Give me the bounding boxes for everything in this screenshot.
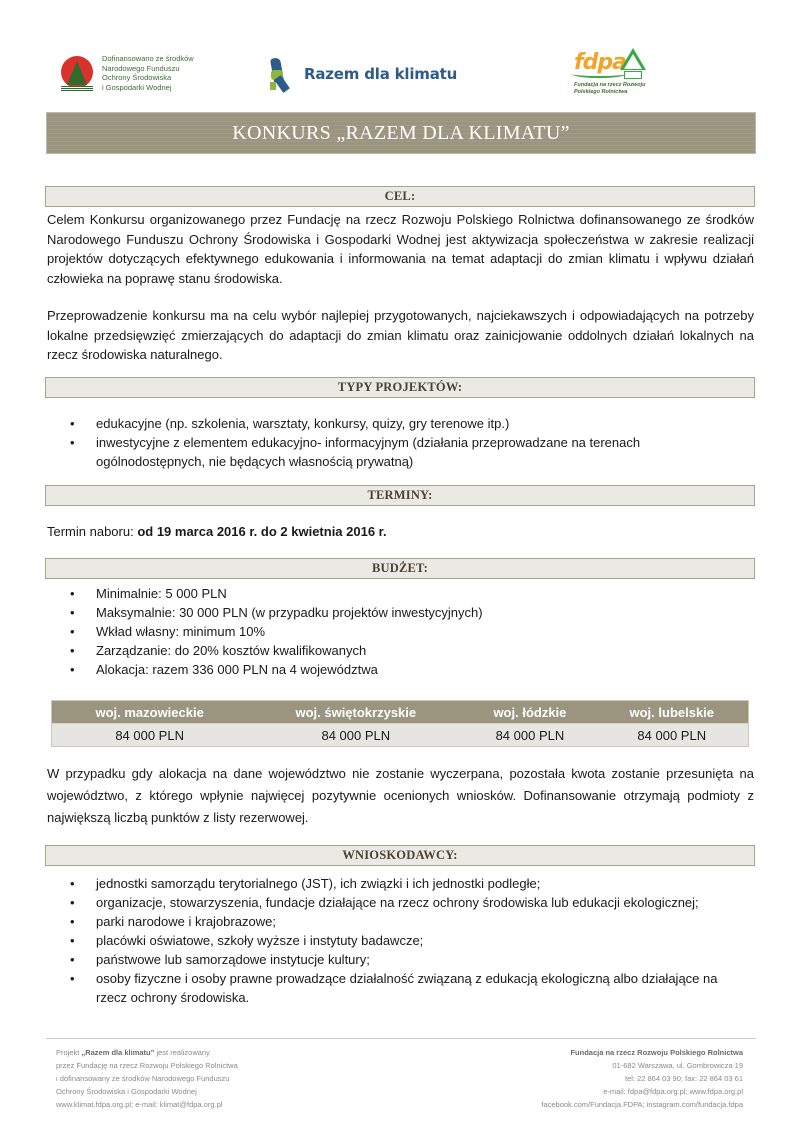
table-header-cell: woj. mazowieckie xyxy=(52,701,248,724)
application-period-dates: od 19 marca 2016 r. do 2 kwietnia 2016 r. xyxy=(137,524,387,539)
list-item: • placówki oświatowe, szkoły wyższe i instytuty badawcze; xyxy=(47,931,747,950)
goal-paragraph-2: Przeprowadzenie konkursu ma na celu wybór najlepiej przygotowanych, najciekawszych i odpowiadających na potrzeby lokalne przedsięwzięć zmierzających do adaptacji do zmian klimatu oraz zainicjowanie oddolnych działań lokalnych na rzecz środowiska naturalnego. xyxy=(47,308,754,362)
list-item: • inwestycyjne z elementem edukacyjno- informacyjnym (działania przeprowadzane na terenach ogólnodostępnych, nie będących własnością prywatną) xyxy=(47,433,747,471)
nfos-tree-icon xyxy=(60,56,94,90)
list-item: • organizacje, stowarzyszenia, fundacje działające na rzecz ochrony środowiska lub edukacji ekologicznej; xyxy=(47,893,747,912)
footer-web-email[interactable]: e-mail: fdpa@fdpa.org.pl; www.fdpa.org.pl xyxy=(603,1087,743,1096)
table-cell: 84 000 PLN xyxy=(464,724,595,747)
table-header-cell: woj. świętokrzyskie xyxy=(247,701,464,724)
footer-organization-info xyxy=(541,1046,743,1111)
list-item: • Alokacja: razem 336 000 PLN na 4 województwa xyxy=(47,660,747,679)
list-item: • osoby fizyczne i osoby prawne prowadzące działalność związaną z edukacją ekologiczną albo działające na rzecz ochrony środowiska. xyxy=(47,969,747,1007)
footer-address: 01-682 Warszawa, ul. Gombrowicza 19 xyxy=(612,1061,743,1070)
section-header-budget: BUDŻET: xyxy=(45,558,755,579)
application-period: Termin naboru: od 19 marca 2016 r. do 2 kwietnia 2016 r. xyxy=(47,524,387,539)
table-header-cell: woj. łódzkie xyxy=(464,701,595,724)
fdpa-logo xyxy=(572,48,662,104)
section-header-cel: CEL: xyxy=(45,186,755,207)
header-logos xyxy=(0,48,800,108)
table-header-cell: woj. lubelskie xyxy=(596,701,749,724)
goal-paragraph-1: Celem Konkursu organizowanego przez Fundację na rzecz Rozwoju Polskiego Rolnictwa dofinansowanego ze środków Narodowego Funduszu Ochrony Środowiska i Gospodarki Wodnej jest aktywizacja społeczeństwa w zakresie realizacji projektów dotyczących efektywnego edukowania i informowania na temat adaptacji do zmian klimatu i wpływu działań człowieka na poprawę stanu środowiska. xyxy=(47,212,754,286)
footer-divider xyxy=(46,1038,756,1039)
footer-phone: tel: 22 864 03 90; fax: 22 864 03 61 xyxy=(624,1074,743,1083)
page-title: KONKURS „RAZEM DLA KLIMATU” xyxy=(232,121,570,144)
table-cell: 84 000 PLN xyxy=(247,724,464,747)
fdpa-wordmark: fdpa xyxy=(574,50,626,75)
list-item: • państwowe lub samorządowe instytucje kultury; xyxy=(47,950,747,969)
footer-social-links[interactable]: facebook.com/Fundacja.FDPA; instagram.com/fundacja.fdpa xyxy=(541,1100,743,1109)
footer-org-name: Fundacja na rzecz Rozwoju Polskiego Rolnictwa xyxy=(570,1048,743,1057)
section-header-applicants: WNIOSKODAWCY: xyxy=(45,845,755,866)
applicants-list xyxy=(47,874,747,1007)
list-item: • Wkład własny: minimum 10% xyxy=(47,622,747,641)
fdpa-wave-icon xyxy=(572,70,626,78)
project-types-list xyxy=(47,414,747,471)
footer-project-info: Projekt „Razem dla klimatu” jest realizowany przez Fundację na rzecz Rozwoju Polskiego Rolnictwa i dofinansowany ze środków Narodowego Funduszu Ochrony Środowiska i Gospodarki Wodnej www.klimat.fdpa.org.pl; e-mail: klimat@fdpa.org.pl xyxy=(56,1048,238,1109)
list-item: • Zarządzanie: do 20% kosztów kwalifikowanych xyxy=(47,641,747,660)
table-cell: 84 000 PLN xyxy=(596,724,749,747)
section-header-deadlines: TERMINY: xyxy=(45,485,755,506)
list-item: • edukacyjne (np. szkolenia, warsztaty, konkursy, quizy, gry terenowe itp.) xyxy=(47,414,747,433)
list-item: • Maksymalnie: 30 000 PLN (w przypadku projektów inwestycyjnych) xyxy=(47,603,747,622)
section-header-project-types: TYPY PROJEKTÓW: xyxy=(45,377,755,398)
allocation-note: W przypadku gdy alokacja na dane województwo nie zostanie wyczerpana, pozostała kwota zostanie przesunięta na województwo, z którego wpłynie najwięcej pozytywnie ocenionych wniosków. Dofinansowanie otrzymają podmioty z największą liczbą punktów z listy rezerwowej. xyxy=(47,766,754,825)
table-row xyxy=(52,724,749,747)
nfos-logo xyxy=(60,54,194,92)
nfos-logo-text: Dofinansowano ze środków Narodowego Funduszu Ochrony Środowiska i Gospodarki Wodnej xyxy=(102,54,194,92)
title-banner xyxy=(46,112,756,154)
ribbon-icon xyxy=(268,56,294,92)
footer-project-contact[interactable]: www.klimat.fdpa.org.pl; e-mail: klimat@fdpa.org.pl xyxy=(56,1100,223,1109)
allocation-table xyxy=(51,700,749,747)
table-header-row xyxy=(52,701,749,724)
campaign-logo-text: Razem dla klimatu xyxy=(304,65,458,83)
table-cell: 84 000 PLN xyxy=(52,724,248,747)
list-item: • jednostki samorządu terytorialnego (JST), ich związki i ich jednostki podległe; xyxy=(47,874,747,893)
fdpa-logo-subtitle: Fundacja na rzecz Rozwoju Polskiego Rolnictwa xyxy=(574,82,646,95)
list-item: • parki narodowe i krajobrazowe; xyxy=(47,912,747,931)
list-item: • Minimalnie: 5 000 PLN xyxy=(47,584,747,603)
campaign-logo xyxy=(268,56,457,92)
budget-list xyxy=(47,584,747,679)
